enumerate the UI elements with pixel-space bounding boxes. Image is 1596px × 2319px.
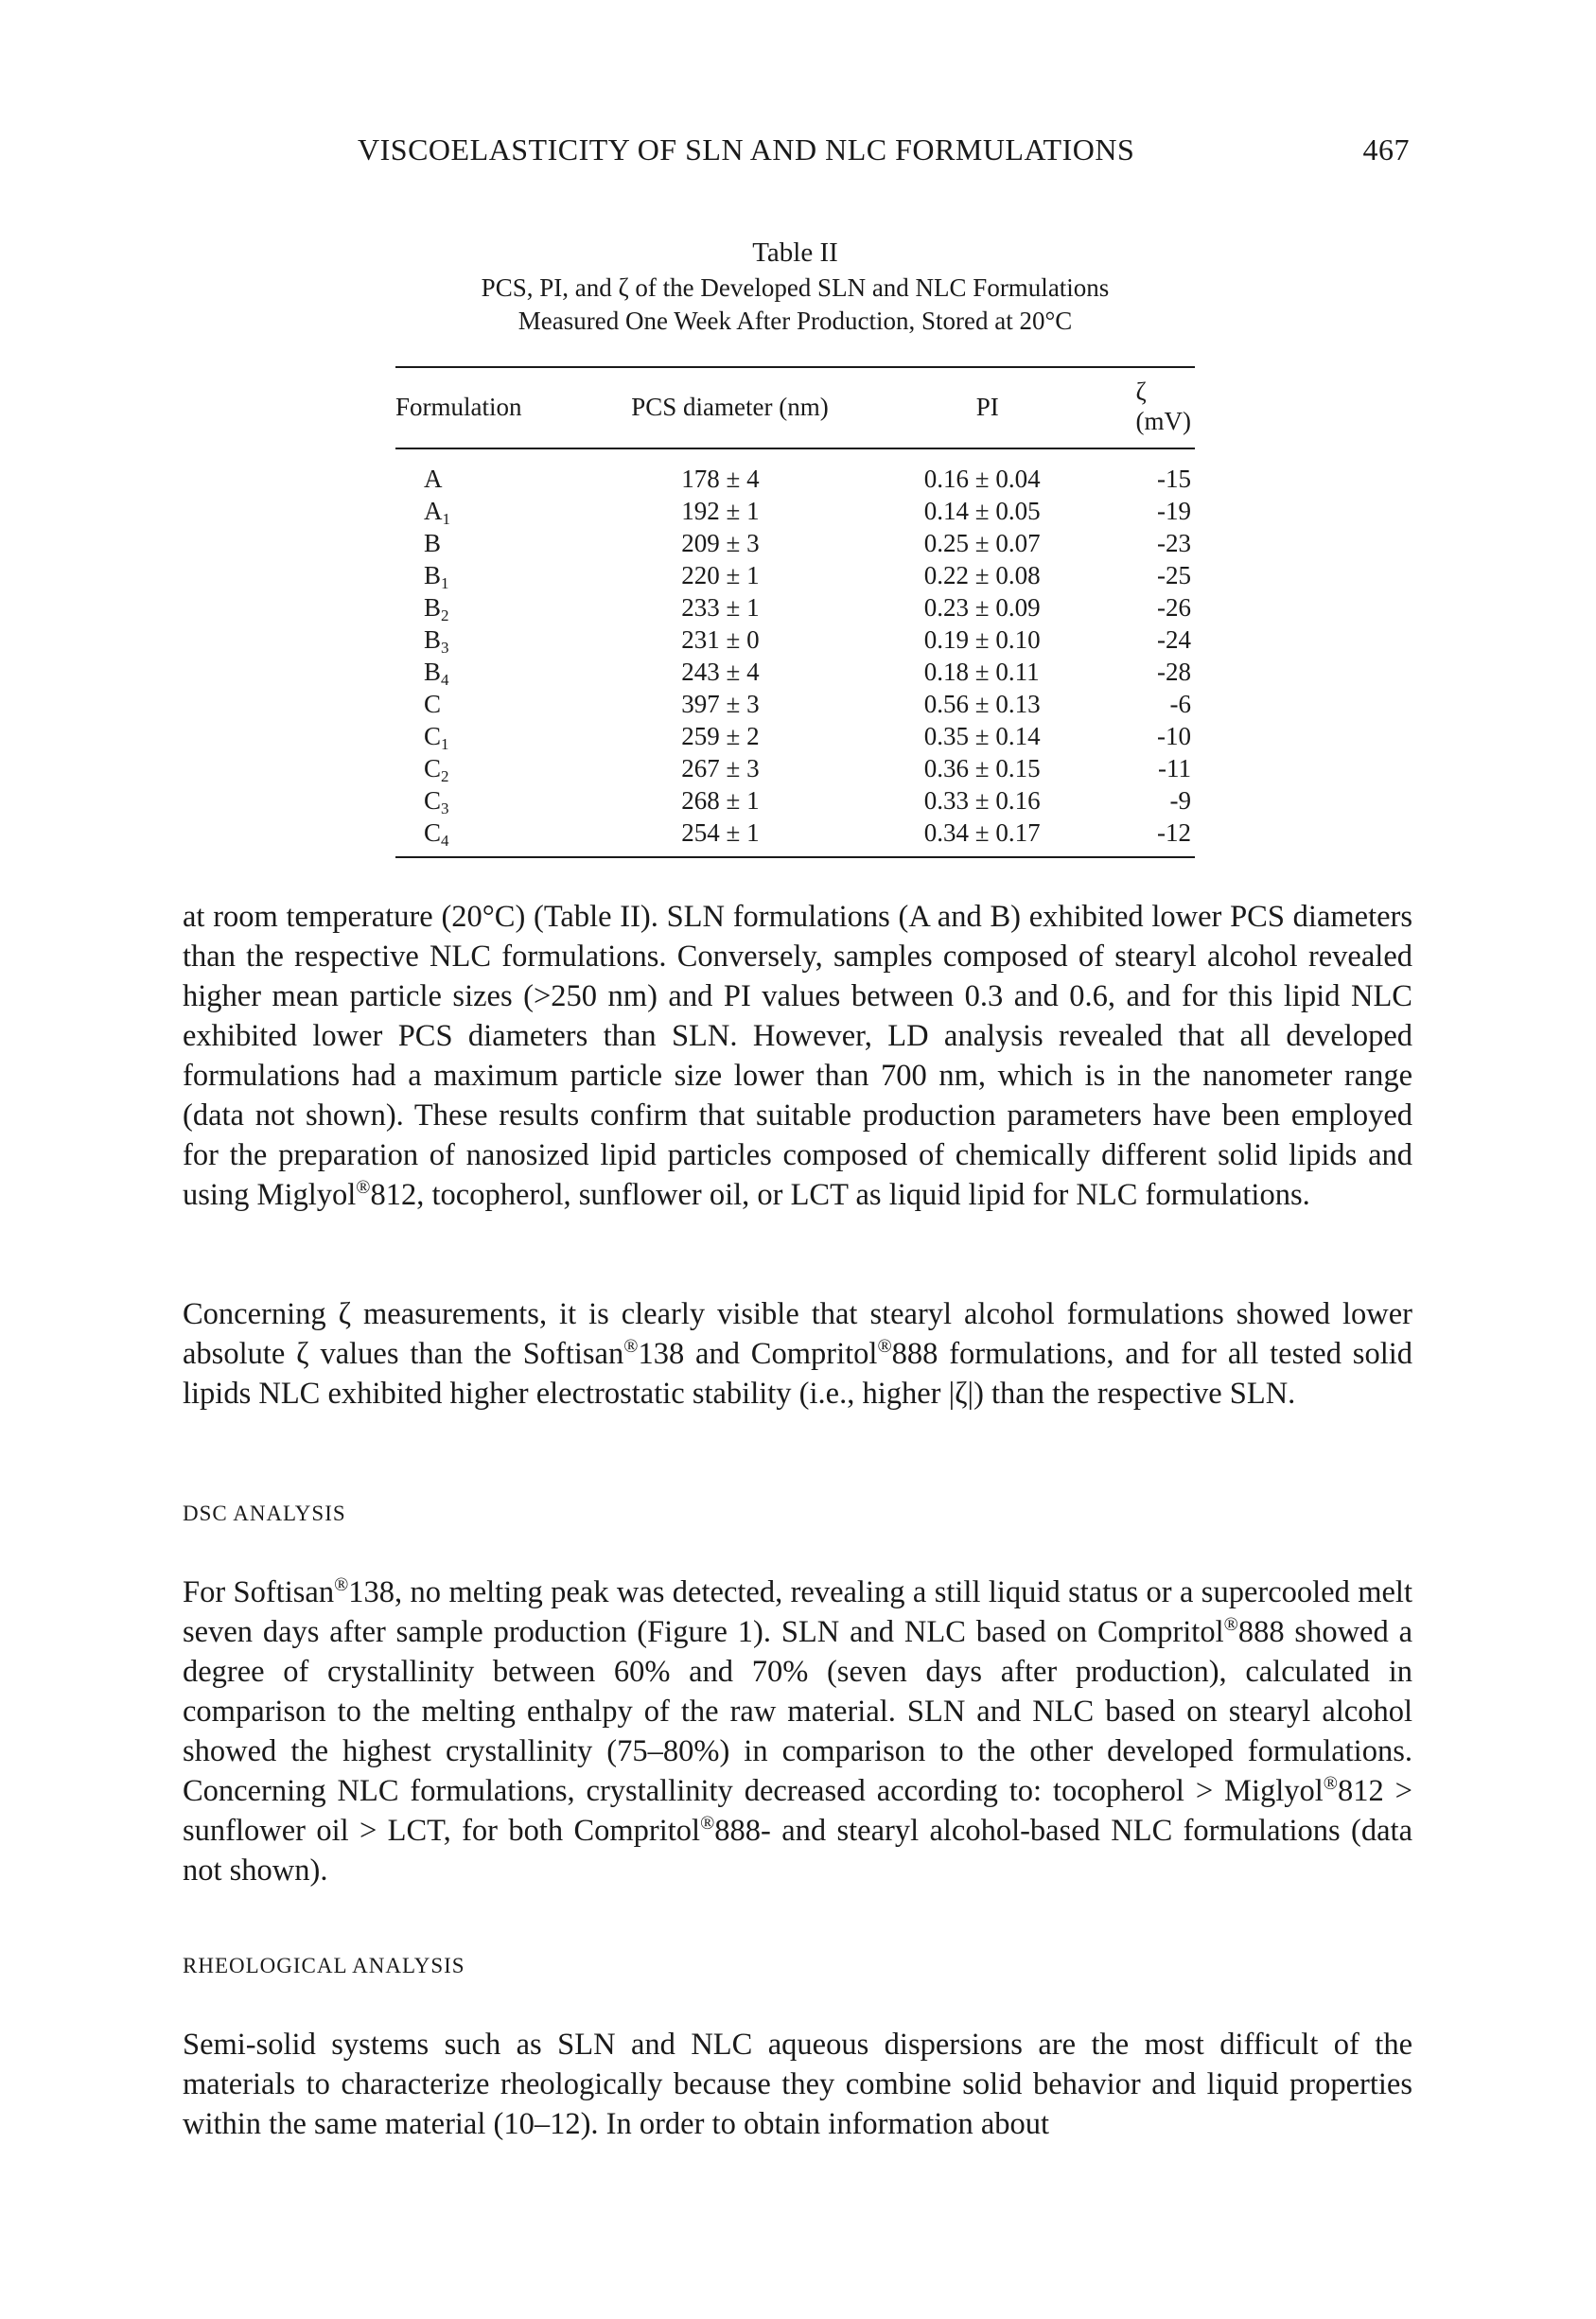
cell-zeta: -25 bbox=[1157, 561, 1191, 589]
registered-mark: ® bbox=[877, 1336, 892, 1357]
table-row bbox=[395, 448, 1195, 495]
formulation-subscript: 3 bbox=[441, 639, 449, 657]
cell-pcs-diameter: 220 ± 1 bbox=[681, 561, 760, 589]
cell-pi: 0.36 ± 0.15 bbox=[923, 754, 1041, 782]
header-pcs-diameter: PCS diameter (nm) bbox=[631, 392, 829, 421]
table-row bbox=[395, 495, 1195, 527]
paragraph-1-text: at room temperature (20°C) (Table II). SLN formulations (A and B) exhibited lower PCS diameters than the respective NLC formulations. Conversely, samples composed of stearyl alcohol revealed higher mean particle sizes (>250 nm) and PI values between 0.3 and 0.6, and for this lipid NLC exhibited lower PCS diameters than SLN. However, LD analysis revealed that all developed formulations had a maximum particle size lower than 700 nm, which is in the nanometer range (data not shown). These results confirm that suitable production parameters have been employed for the preparation of nanosized lipid particles composed of chemically different solid lipids and using Miglyol bbox=[183, 900, 1412, 1212]
paragraph-3-part-b: 138, no melting peak was detected, revealing a still liquid status or a supercooled melt seven days after sample production (Figure 1). SLN and NLC based on Compritol bbox=[183, 1575, 1412, 1649]
cell-formulation bbox=[395, 527, 579, 559]
cell-pi: 0.33 ± 0.16 bbox=[923, 786, 1041, 815]
cell-pcs-diameter: 178 ± 4 bbox=[681, 465, 760, 493]
paragraph-4-text: Semi-solid systems such as SLN and NLC aqueous dispersions are the most difficult of the materials to characterize rheologically because they combine solid behavior and liquid properties within the same material (10–12). In order to obtain information about bbox=[183, 2028, 1412, 2141]
formulation-subscript: 2 bbox=[441, 767, 449, 785]
paragraph-2-part-a: Concerning ζ measurements, it is clearly visible that stearyl alcohol formulations showed lower absolute ζ values than the Softisan bbox=[183, 1297, 1412, 1371]
cell-formulation bbox=[395, 656, 579, 688]
formulation-letter: A bbox=[424, 465, 443, 493]
page-number: 467 bbox=[1362, 132, 1410, 167]
cell-pcs-diameter: 192 ± 1 bbox=[681, 497, 760, 525]
cell-formulation bbox=[395, 591, 579, 624]
cell-pi: 0.18 ± 0.11 bbox=[923, 658, 1040, 686]
paragraph-3-part-e: 888- and stearyl alcohol-based NLC formulations (data not shown). bbox=[183, 1814, 1412, 1888]
formulation-subscript: 1 bbox=[442, 510, 450, 528]
registered-mark: ® bbox=[334, 1574, 349, 1595]
cell-formulation bbox=[395, 559, 579, 591]
header-pi: PI bbox=[975, 392, 999, 421]
cell-zeta: -11 bbox=[1158, 754, 1191, 782]
cell-pi: 0.35 ± 0.14 bbox=[923, 722, 1041, 750]
cell-formulation bbox=[395, 817, 579, 857]
paragraph-results bbox=[183, 897, 1412, 1215]
cell-pi: 0.16 ± 0.04 bbox=[923, 465, 1041, 493]
table-row bbox=[395, 817, 1195, 857]
table-label: Table II bbox=[752, 237, 838, 268]
paragraph-zeta bbox=[183, 1294, 1412, 1414]
paragraph-3-part-c: 888 showed a degree of crystallinity between 60% and 70% (seven days after production), calculated in comparison to the melting enthalpy of the raw material. SLN and NLC based on stearyl alcohol showed the highest crystallinity (75–80%) in comparison to the other developed formulations. Concerning NLC formulations, crystallinity decreased according to: tocopherol > Miglyol bbox=[183, 1615, 1413, 1808]
data-table bbox=[395, 366, 1195, 858]
cell-pi: 0.19 ± 0.10 bbox=[923, 625, 1041, 654]
paragraph-1-end: 812, tocopherol, sunflower oil, or LCT as liquid lipid for NLC formulations. bbox=[370, 1178, 1310, 1212]
cell-zeta: -15 bbox=[1157, 465, 1191, 493]
table-row bbox=[395, 656, 1195, 688]
formulation-subscript: 4 bbox=[441, 671, 449, 689]
cell-pi: 0.34 ± 0.17 bbox=[923, 818, 1041, 847]
cell-zeta: -26 bbox=[1157, 593, 1191, 622]
table-row bbox=[395, 559, 1195, 591]
formulation-letter: C bbox=[424, 690, 442, 718]
cell-pcs-diameter: 268 ± 1 bbox=[681, 786, 760, 815]
cell-pi: 0.23 ± 0.09 bbox=[923, 593, 1041, 622]
formulation-letter: A bbox=[424, 497, 443, 525]
formulation-letter: C bbox=[424, 722, 442, 750]
formulation-subscript: 2 bbox=[441, 606, 449, 624]
formulation-letter: B bbox=[424, 625, 442, 654]
table-header-row bbox=[395, 367, 1195, 448]
cell-formulation bbox=[395, 720, 579, 752]
paragraph-rheological bbox=[183, 2025, 1412, 2144]
formulation-subscript: 1 bbox=[441, 735, 449, 753]
formulation-letter: B bbox=[424, 529, 442, 557]
formulation-letter: B bbox=[424, 658, 442, 686]
table-row bbox=[395, 624, 1195, 656]
formulation-letter: C bbox=[424, 786, 442, 815]
table-body bbox=[395, 448, 1195, 857]
formulation-subscript: 3 bbox=[441, 799, 449, 817]
cell-zeta: -9 bbox=[1169, 786, 1191, 815]
cell-pi: 0.14 ± 0.05 bbox=[923, 497, 1041, 525]
formulation-letter: C bbox=[424, 818, 442, 847]
registered-mark: ® bbox=[700, 1813, 715, 1834]
cell-pcs-diameter: 231 ± 0 bbox=[681, 625, 760, 654]
cell-zeta: -19 bbox=[1157, 497, 1191, 525]
paragraph-2-part-c: 888 formulations, and for all tested solid lipids NLC exhibited higher electrostatic stability (i.e., higher |ζ|) than the respective SLN. bbox=[183, 1337, 1413, 1411]
table-row bbox=[395, 591, 1195, 624]
table-row bbox=[395, 752, 1195, 784]
section-heading-rheological: RHEOLOGICAL ANALYSIS bbox=[183, 1954, 465, 1977]
cell-pcs-diameter: 243 ± 4 bbox=[681, 658, 760, 686]
registered-mark: ® bbox=[1223, 1614, 1238, 1635]
cell-pcs-diameter: 397 ± 3 bbox=[681, 690, 760, 718]
cell-formulation bbox=[395, 784, 579, 817]
table-row bbox=[395, 688, 1195, 720]
table-caption-line-2: Measured One Week After Production, Stored at 20°C bbox=[517, 307, 1073, 335]
cell-zeta: -12 bbox=[1157, 818, 1191, 847]
cell-pi: 0.22 ± 0.08 bbox=[923, 561, 1041, 589]
cell-pcs-diameter: 259 ± 2 bbox=[681, 722, 760, 750]
cell-pi: 0.25 ± 0.07 bbox=[923, 529, 1041, 557]
cell-formulation bbox=[395, 752, 579, 784]
cell-zeta: -6 bbox=[1169, 690, 1191, 718]
cell-pcs-diameter: 267 ± 3 bbox=[681, 754, 760, 782]
cell-formulation bbox=[395, 688, 579, 720]
registered-mark: ® bbox=[623, 1336, 639, 1357]
formulation-letter: B bbox=[424, 561, 442, 589]
cell-zeta: -23 bbox=[1157, 529, 1191, 557]
paragraph-dsc bbox=[183, 1572, 1412, 1890]
cell-zeta: -10 bbox=[1157, 722, 1191, 750]
paragraph-3-part-a: For Softisan bbox=[183, 1575, 335, 1609]
cell-formulation bbox=[395, 448, 579, 495]
cell-zeta: -28 bbox=[1157, 658, 1191, 686]
table-row bbox=[395, 720, 1195, 752]
paragraph-3-part-d: 812 > sunflower oil > LCT, for both Compritol bbox=[183, 1774, 1412, 1848]
paragraph-2-part-b: 138 and Compritol bbox=[638, 1337, 878, 1371]
cell-formulation bbox=[395, 495, 579, 527]
registered-mark: ® bbox=[356, 1177, 371, 1198]
table-caption-line-1: PCS, PI, and ζ of the Developed SLN and NLC Formulations bbox=[481, 273, 1110, 302]
registered-mark: ® bbox=[1323, 1773, 1338, 1794]
table-row bbox=[395, 527, 1195, 559]
header-zeta: ζ (mV) bbox=[1135, 378, 1191, 435]
formulation-letter: B bbox=[424, 593, 442, 622]
formulation-letter: C bbox=[424, 754, 442, 782]
cell-pcs-diameter: 254 ± 1 bbox=[681, 818, 760, 847]
formulation-subscript: 1 bbox=[441, 574, 449, 592]
header-formulation: Formulation bbox=[395, 392, 522, 421]
table-ii bbox=[395, 237, 1195, 858]
table-row bbox=[395, 784, 1195, 817]
running-head-title: VISCOELASTICITY OF SLN AND NLC FORMULATIONS bbox=[358, 132, 1135, 167]
formulation-subscript: 4 bbox=[441, 832, 449, 850]
section-heading-dsc: DSC ANALYSIS bbox=[183, 1502, 346, 1525]
table-caption bbox=[395, 237, 1195, 338]
cell-pcs-diameter: 233 ± 1 bbox=[681, 593, 760, 622]
cell-zeta: -24 bbox=[1157, 625, 1191, 654]
cell-pcs-diameter: 209 ± 3 bbox=[681, 529, 760, 557]
cell-pi: 0.56 ± 0.13 bbox=[923, 690, 1041, 718]
cell-formulation bbox=[395, 624, 579, 656]
